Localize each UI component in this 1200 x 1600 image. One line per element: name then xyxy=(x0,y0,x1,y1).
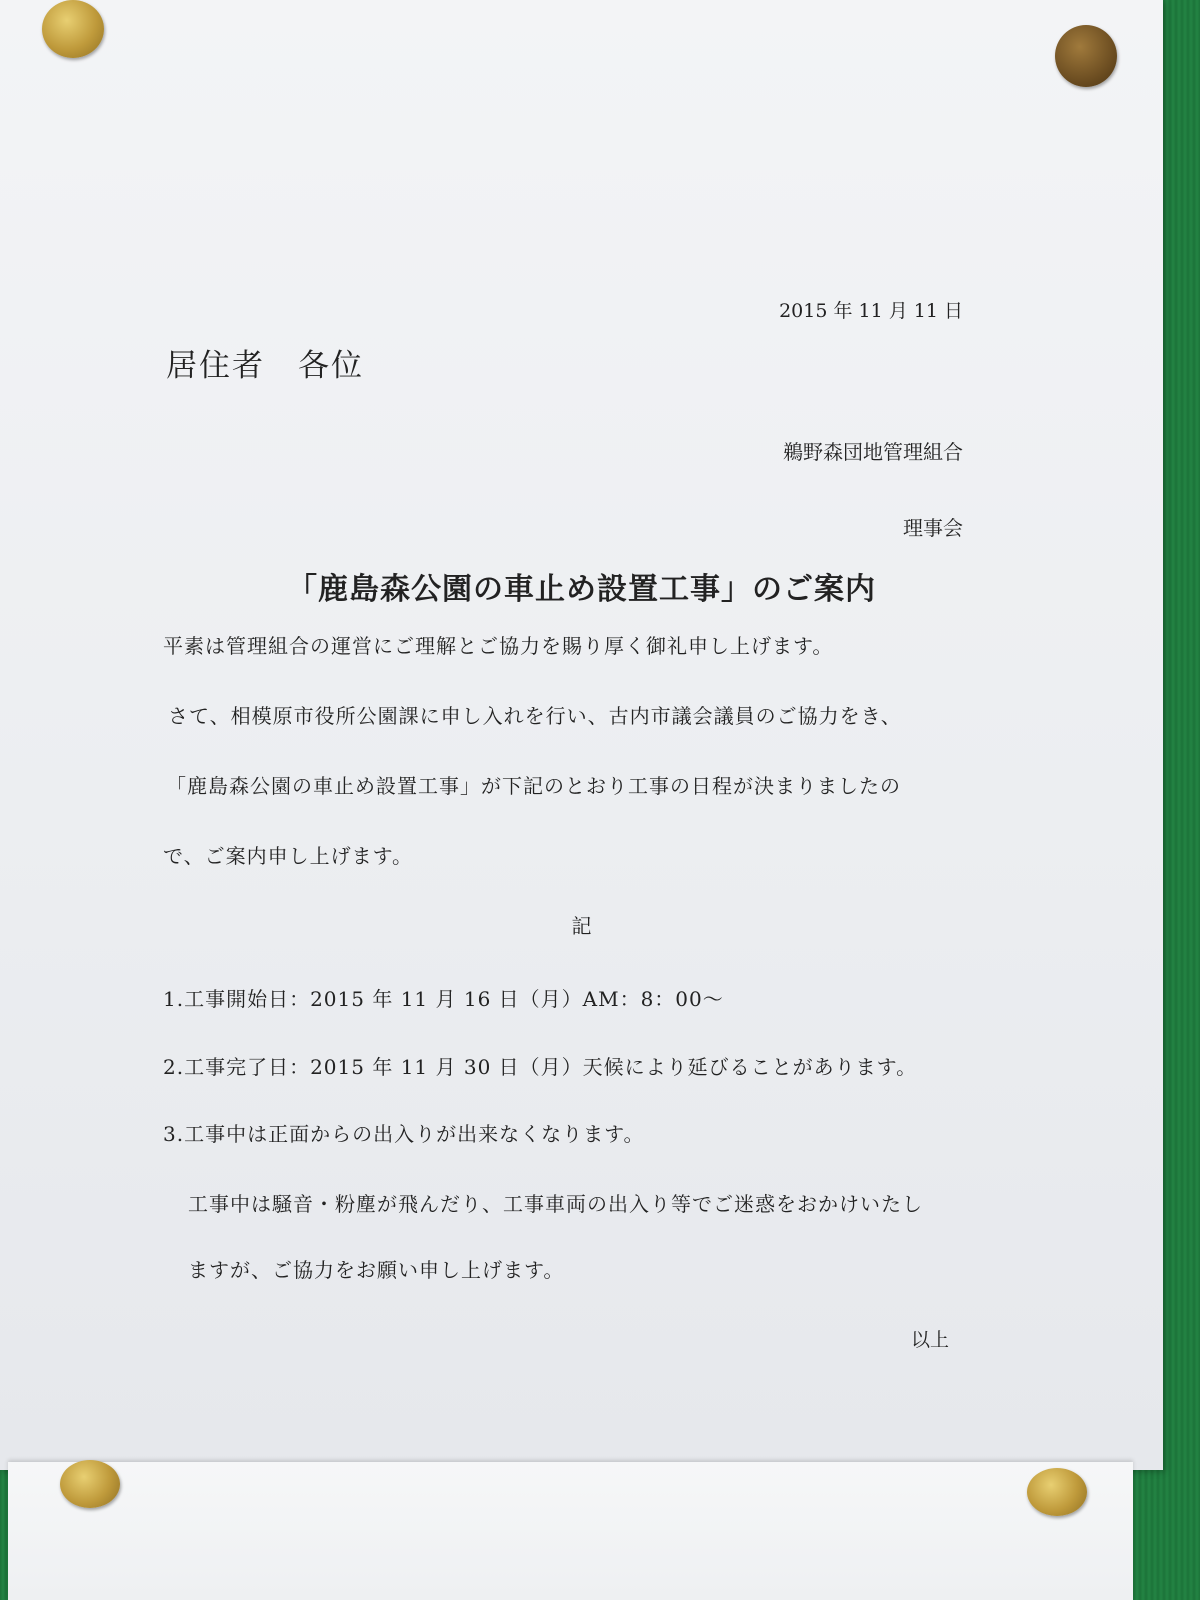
addressee: 居住者 各位 xyxy=(166,348,364,384)
pushpin-bottom-left xyxy=(60,1460,120,1508)
body-line-4: で、ご案内申し上げます。 xyxy=(163,844,413,868)
body-line-2: さて、相模原市役所公園課に申し入れを行い、古内市議会議員のご協力をき、 xyxy=(168,704,902,728)
sender-organization: 鵜野森団地管理組合 xyxy=(783,440,963,464)
item-entrance-closed: 3.工事中は正面からの出入りが出来なくなります。 xyxy=(163,1122,645,1146)
body-line-3: 「鹿島森公園の車止め設置工事」が下記のとおり工事の日程が決まりましたの xyxy=(166,774,901,798)
pushpin-top-left xyxy=(42,0,104,58)
ki-heading: 記 xyxy=(571,914,592,938)
lower-paper-sheet xyxy=(8,1462,1133,1600)
item-detail-line-2: ますが、ご協力をお願い申し上げます。 xyxy=(188,1258,565,1282)
notice-date: 2015 年 11 月 11 日 xyxy=(779,300,963,322)
notice-title: 「鹿島森公園の車止め設置工事」のご案内 xyxy=(287,572,876,607)
pushpin-bottom-right xyxy=(1027,1468,1087,1516)
body-line-1: 平素は管理組合の運営にご理解とご協力を賜り厚く御礼申し上げます。 xyxy=(163,634,834,658)
item-detail-line-1: 工事中は騒音・粉塵が飛んだり、工事車両の出入り等でご迷惑をおかけいたし xyxy=(188,1192,923,1216)
sender-board: 理事会 xyxy=(903,516,963,540)
pushpin-top-right xyxy=(1055,25,1117,87)
item-start-date: 1.工事開始日：2015 年 11 月 16 日（月）AM：8：00～ xyxy=(163,987,724,1011)
item-completion-date: 2.工事完了日：2015 年 11 月 30 日（月）天候により延びることがあります。 xyxy=(163,1055,918,1079)
closing-ijou: 以上 xyxy=(910,1329,949,1351)
